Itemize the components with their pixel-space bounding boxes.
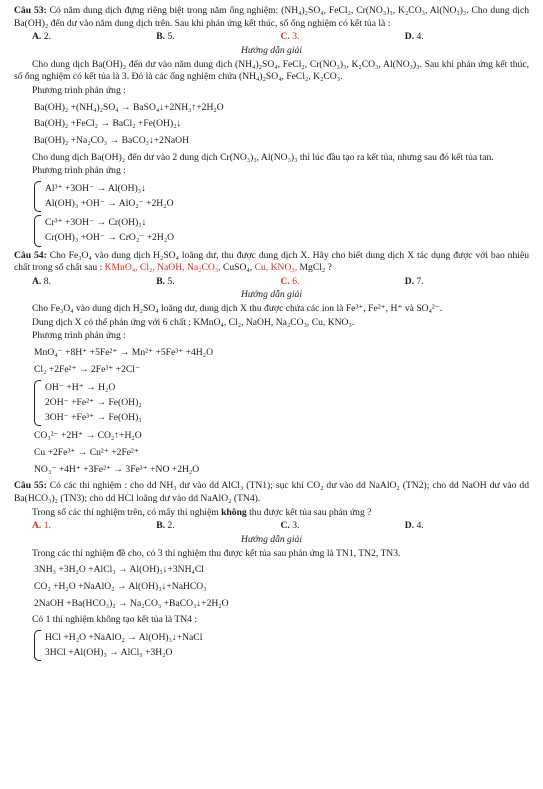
equation: 2NaOH +Ba(HCO₃)₂ → Na₂CO₃ +BaCO₃↓+2H₂O: [34, 597, 229, 609]
option-b: B. 5.: [156, 31, 175, 43]
option-c-answer: C. 6.: [280, 275, 300, 287]
solution-text: Cho dung dịch Ba(OH)₂ đến dư vào 2 dung dịch Cr(NO₃)₃, Al(NO₃)₃ thì lúc đầu tạo ra kết tủa, nhưng sau đó kết tủa tan.: [32, 151, 494, 163]
solution-heading: Hướng dẫn giải: [241, 44, 302, 56]
question-54-text: Câu 54: Cho Fe₃O₄ vào dung dịch H₂SO₄ loãng dư, thu được dung dịch X. Hãy cho biết dung dịch X tác dụng được với bao nhiêu chất trong số chất sau : KMnO₄, Cl₂, NaOH, Na₂CO₃, CuSO₄, Cu, KNO₃, MgCl₂ ?: [14, 249, 529, 274]
equation: Al³⁺ +3OH⁻ → Al(OH)₃↓: [45, 182, 146, 194]
equation: 3HCl +Al(OH)₃ → AlCl₃ +3H₂O: [45, 646, 173, 658]
brace: [34, 215, 41, 246]
option-b: B. 2.: [156, 520, 175, 532]
equation: 3NH₃ +3H₂O +AlCl₃ → Al(OH)₃↓+3NH₄Cl: [34, 564, 204, 576]
equation: HCl +H₂O +NaAlO₂ → Al(OH)₃↓+NaCl: [45, 631, 203, 643]
question-55-text: Câu 55: Có các thí nghiệm : cho dd NH₃ dư vào dd AlCl₃ (TN1); sục khí CO₂ dư vào dd NaAlO₂ (TN2); cho dd NaOH dư vào dd Ba(HCO₃)₂ (TN3); cho dd HCl loãng dư vào dd NaAlO₂ (TN4).: [14, 480, 530, 504]
brace: [34, 630, 41, 661]
option-a: A. 2.: [32, 31, 51, 43]
question-55-options: [14, 520, 529, 533]
equation: OH⁻ +H⁺ → H₂O: [45, 382, 116, 394]
equation: Ba(OH)₂ +Na₂CO₃ → BaCO₃↓+2NaOH: [34, 134, 190, 146]
question-53-text: Câu 53: Có năm dung dịch đựng riêng biệt trong năm ống nghiệm: (NH₄)₂SO₄, FeCl₂, Cr(NO₃)₃, K₂CO₃, Al(NO₃)₃. Cho dung dịch Ba(OH)₂ đến dư vào năm dung dịch trên. Sau khi phản ứng kết thúc, số ống nghiệm có kết tủa là :: [14, 5, 530, 29]
question-55-prompt: Trong số các thí nghiệm trên, có mấy thí nghiệm không thu được kết tủa sau phản ứng ?: [32, 506, 372, 518]
question-53-number: Câu 53:: [14, 5, 47, 16]
solution-text: Cho dung dịch Ba(OH)₂ đến dư vào năm dung dịch (NH₄)₂SO₄, FeCl₂, Cr(NO₃)₃, K₂CO₃, Al(NO₃)₃. Sau khi phản ứng kết thúc, số ống nghiệm có kết tủa là 3. Đó là các ống nghiệm chứa (NH₄)₂SO₄, FeCl₂, K₂CO₃.: [14, 58, 529, 83]
brace: [34, 181, 41, 212]
option-b: B. 5.: [156, 275, 175, 287]
question-54-options: [14, 276, 529, 289]
option-c-answer: C. 3.: [280, 31, 300, 43]
equation-system: [14, 215, 529, 246]
equation: CO₃²⁻ +2H⁺ → CO₂↑+H₂O: [34, 430, 142, 442]
solution-heading: Hướng dẫn giải: [241, 289, 302, 301]
option-a: A. 8.: [32, 275, 51, 287]
option-c: C. 3.: [280, 520, 300, 532]
solution-text: Dung dịch X có thể phản ứng với 6 chất : KMnO₄, Cl₂, NaOH, Na₂CO₃, Cu, KNO₃.: [32, 316, 355, 328]
equation: Ba(OH)₂ +(NH₄)₂SO₄ → BaSO₄↓+2NH₃↑+2H₂O: [34, 101, 224, 113]
solution-text: Trong các thí nghiệm đề cho, có 3 thí nghiệm thu được kết tủa sau phản ứng là TN1, TN2, TN3.: [32, 547, 401, 559]
option-a-answer: A. 1.: [32, 520, 51, 532]
equations-label: Phương trình phản ứng :: [32, 330, 126, 342]
equation: Ba(OH)₂ +FeCl₂ → BaCl₂ +Fe(OH)₂↓: [34, 118, 182, 130]
question-53: [14, 5, 529, 247]
equation: NO₃⁻ +4H⁺ +3Fe²⁺ → 3Fe³⁺ +NO +2H₂O: [34, 463, 200, 475]
solution-heading: Hướng dẫn giải: [241, 533, 302, 545]
solution-text: Có 1 thí nghiệm không tạo kết tủa là TN4 :: [32, 614, 198, 626]
equation: 2OH⁻ +Fe²⁺ → Fe(OH)₂: [45, 397, 142, 409]
equation: Cr³⁺ +3OH⁻ → Cr(OH)₃↓: [45, 217, 147, 229]
equation: CO₂ +H₂O +NaAlO₂ → Al(OH)₃↓+NaHCO₃: [34, 580, 207, 592]
question-55: [14, 480, 529, 661]
equation-system: [14, 181, 529, 212]
solution-text: Cho Fe₃O₄ vào dung dịch H₂SO₄ loãng dư, dung dịch X thu được chứa các ion là Fe³⁺, Fe²⁺, H⁺ và SO₄²⁻.: [32, 303, 443, 315]
equation: Al(OH)₃ +OH⁻ → AlO₂⁻ +2H₂O: [45, 197, 174, 209]
option-d: D. 4.: [404, 31, 424, 43]
option-d: D. 7.: [404, 275, 424, 287]
equation-system: [14, 630, 529, 661]
equation: 3OH⁻ +Fe³⁺ → Fe(OH)₃: [45, 411, 142, 423]
equations-label: Phương trình phản ứng :: [32, 84, 126, 96]
question-55-number: Câu 55:: [14, 480, 47, 492]
question-54-number: Câu 54:: [14, 249, 47, 261]
equations-label: Phương trình phản ứng :: [32, 165, 126, 177]
equation: Cr(OH)₃ +OH⁻ → CrO₂⁻ +2H₂O: [45, 231, 175, 243]
question-54: [14, 250, 529, 477]
equation: Cl₂ +2Fe²⁺ → 2Fe³⁺ +2Cl⁻: [34, 363, 141, 375]
equation-system: [14, 380, 529, 426]
option-d: D. 4.: [404, 520, 424, 532]
equation: Cu +2Fe³⁺ → Cu²⁺ +2Fe²⁺: [34, 447, 140, 459]
question-53-options: [14, 31, 529, 44]
equation: MnO₄⁻ +8H⁺ +5Fe²⁺ → Mn²⁺ +5Fe³⁺ +4H₂O: [34, 347, 214, 359]
brace: [34, 380, 41, 426]
